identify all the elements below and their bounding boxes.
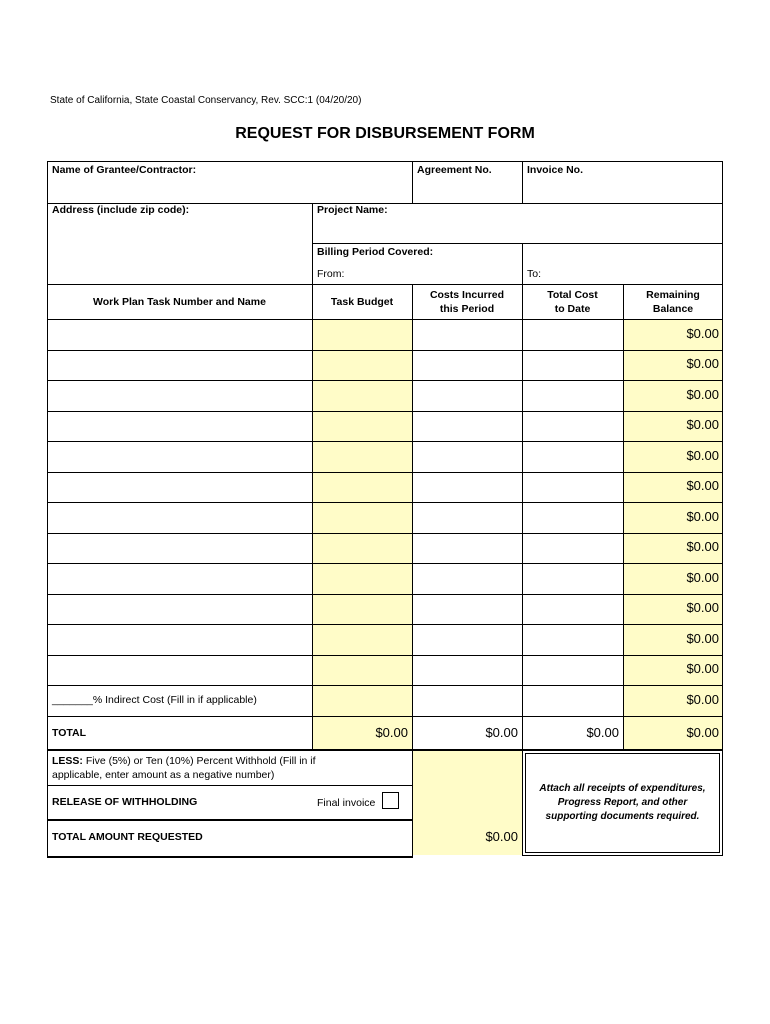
withhold-label-bold: LESS:: [52, 755, 83, 767]
col-costs-header: [412, 288, 522, 316]
form-revision-header: State of California, State Coastal Conservancy, Rev. SCC:1 (04/20/20): [50, 95, 362, 106]
row-3-remaining: $0.00: [686, 387, 719, 402]
row-5-remaining: $0.00: [686, 448, 719, 463]
row-8-remaining: $0.00: [686, 539, 719, 554]
col-task-header: Work Plan Task Number and Name: [93, 296, 266, 308]
total-label: TOTAL: [52, 727, 87, 739]
row-2-remaining: $0.00: [686, 356, 719, 371]
attachment-note: [525, 782, 720, 824]
grantee-label: Name of Grantee/Contractor:: [52, 164, 197, 176]
col-costs-header-line1: Costs Incurred: [429, 289, 505, 301]
total-requested-amount: $0.00: [485, 829, 518, 844]
col-total-header-line1: Total Cost: [547, 289, 598, 301]
col-costs-header-line2: this Period: [439, 303, 495, 315]
withhold-label-line2: applicable, enter amount as a negative number): [52, 769, 275, 781]
row-10-remaining: $0.00: [686, 600, 719, 615]
address-label: Address (include zip code):: [52, 204, 190, 216]
indirect-cost-label: _______% Indirect Cost (Fill in if applicable): [52, 694, 257, 706]
attachment-note-line1: Attach all receipts of expenditures,: [539, 783, 706, 794]
withhold-label: [52, 754, 342, 782]
invoice-label: Invoice No.: [527, 164, 584, 176]
row-7-remaining: $0.00: [686, 509, 719, 524]
final-invoice-checkbox[interactable]: [382, 792, 399, 809]
attachment-note-line3: supporting documents required.: [545, 811, 700, 822]
row-12-remaining: $0.00: [686, 661, 719, 676]
total-costs: $0.00: [485, 725, 518, 740]
from-label: From:: [317, 268, 345, 280]
total-budget: $0.00: [375, 725, 408, 740]
indirect-cost-remaining: $0.00: [686, 692, 719, 707]
page-title: REQUEST FOR DISBURSEMENT FORM: [235, 125, 535, 142]
attachment-note-line2: Progress Report, and other: [557, 797, 688, 808]
row-4-remaining: $0.00: [686, 417, 719, 432]
withhold-amount-cell[interactable]: [412, 750, 522, 820]
total-requested-label: TOTAL AMOUNT REQUESTED: [52, 831, 203, 843]
agreement-label: Agreement No.: [417, 164, 492, 176]
row-11-remaining: $0.00: [686, 631, 719, 646]
release-label: RELEASE OF WITHHOLDING: [52, 796, 198, 808]
row-9-remaining: $0.00: [686, 570, 719, 585]
total-remaining: $0.00: [686, 725, 719, 740]
col-total-header-line2: to Date: [554, 303, 591, 315]
disbursement-form: [47, 161, 723, 858]
col-remaining-header: [623, 288, 723, 316]
final-invoice-label: Final invoice: [317, 797, 376, 809]
to-label: To:: [527, 268, 542, 280]
col-total-header: [522, 288, 623, 316]
total-to-date: $0.00: [586, 725, 619, 740]
col-remaining-header-line1: Remaining: [646, 289, 700, 301]
col-budget-header: Task Budget: [330, 296, 394, 308]
billing-period-label: Billing Period Covered:: [317, 246, 434, 258]
withhold-label-rest: Five (5%) or Ten (10%) Percent Withhold (Fill in if: [82, 755, 316, 767]
project-name-label: Project Name:: [317, 204, 388, 216]
row-1-remaining: $0.00: [686, 326, 719, 341]
col-remaining-header-line2: Balance: [652, 303, 694, 315]
row-6-remaining: $0.00: [686, 478, 719, 493]
